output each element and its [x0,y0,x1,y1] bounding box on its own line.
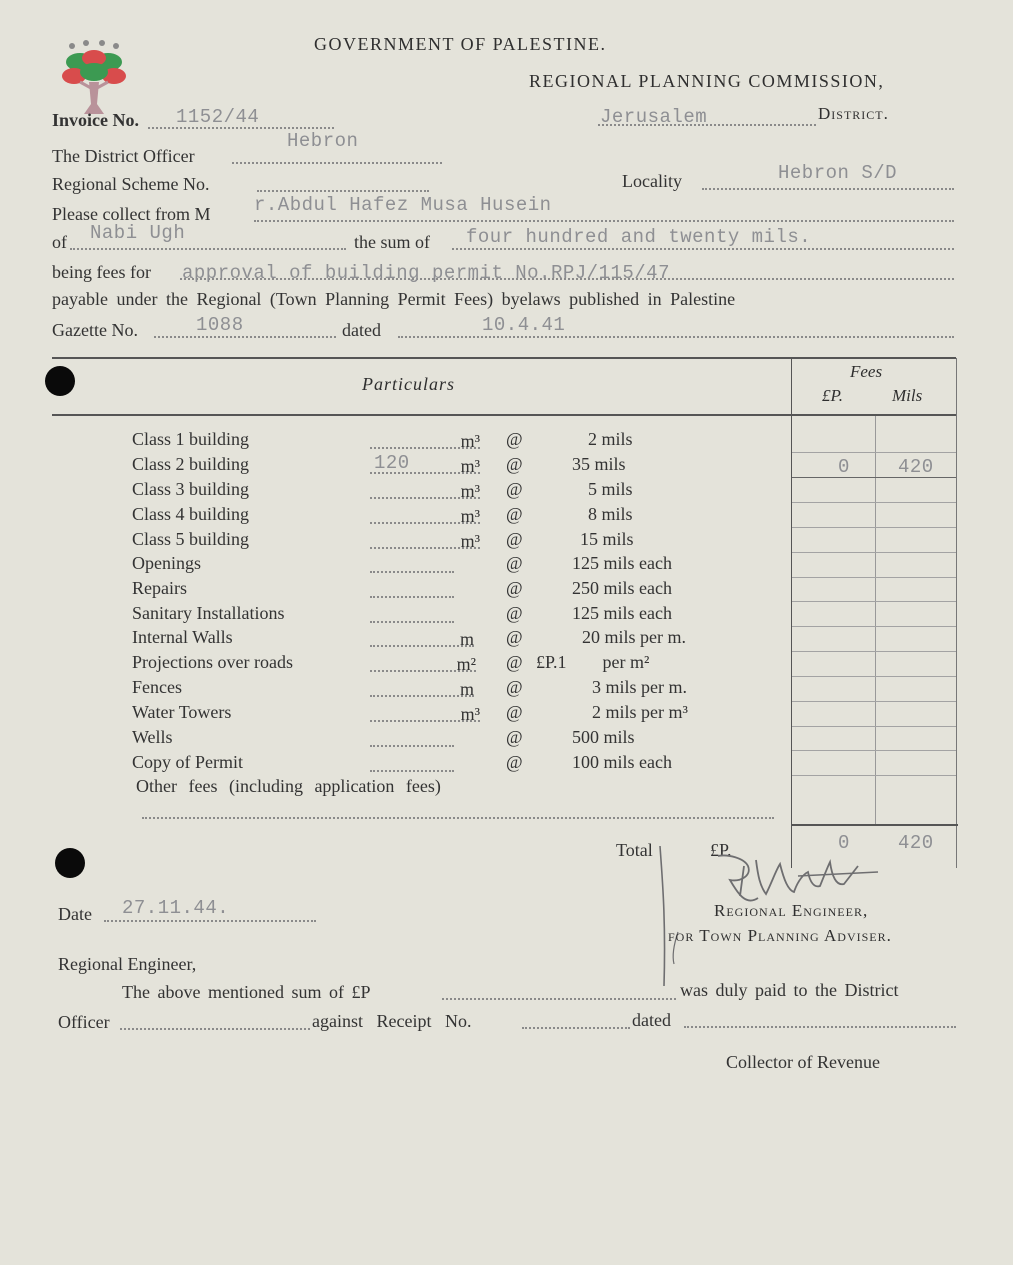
invoice-label: Invoice No. [52,110,139,130]
row-unit [370,754,454,772]
gazette-value: 1088 [196,314,244,336]
row-at: @ [506,504,523,524]
row-qty: 120 [374,452,410,474]
fees-for-label: being fees for [52,262,151,282]
receipt-line1-start: The above mentioned sum of £P [122,982,371,1002]
row-rate: £P.1 per m² [536,652,650,672]
row-rate: 125 mils each [572,603,672,623]
row-item: Class 5 building [132,529,250,549]
row-unit: m³ [370,456,480,474]
fee-row-line [792,452,956,453]
row-rate: 250 mils each [572,578,672,598]
collector-of-revenue: Collector of Revenue [726,1052,880,1072]
officer-label: Officer [58,1012,110,1032]
receipt-dated-label: dated [632,1010,671,1030]
town-planning-adviser: for Town Planning Adviser. [668,926,892,945]
row-at: @ [506,479,523,499]
row-at: @ [506,752,523,772]
fee-row-line [792,701,956,702]
lp-header: £P. [822,386,843,405]
sum-value: four hundred and twenty mils. [466,226,812,248]
gazette-dated-dots [398,336,954,338]
row-at: @ [506,603,523,623]
fee-row-line [792,601,956,602]
row-at: @ [506,529,523,549]
officer-dots [120,1028,310,1030]
commission-title: REGIONAL PLANNING COMMISSION, [529,71,885,91]
row-unit [370,555,454,573]
fee-row-line [792,527,956,528]
row-rate: 2 mils [588,429,633,449]
row-rate: 2 mils per m³ [592,702,688,722]
gazette-dated-value: 10.4.41 [482,314,566,336]
gazette-dots [154,336,336,338]
payable-text: payable under the Regional (Town Planning Permit Fees) byelaws published in Palestine [52,289,736,309]
row-rate: 35 mils [572,454,626,474]
district-value: Jerusalem [600,106,708,128]
scheme-dots [257,190,429,192]
row-unit: m³ [370,531,480,549]
row-unit: m³ [370,506,480,524]
date-dots [104,920,316,922]
locality-label: Locality [622,171,682,191]
regional-engineer-title: Regional Engineer, [714,901,869,920]
row-unit [370,729,454,747]
gazette-dated-label: dated [342,320,381,340]
punch-hole-top [45,366,75,396]
of-dots [70,248,346,250]
fees-column-divider [791,358,792,868]
row-rate: 5 mils [588,479,633,499]
sum-dots [452,248,954,250]
row-unit [370,580,454,598]
row-at: @ [506,454,523,474]
row-at: @ [506,677,523,697]
district-label: District. [818,104,889,123]
row-item: Class 4 building [132,504,250,524]
row-rate: 15 mils [580,529,634,549]
fee-row-line [792,651,956,652]
row-rate: 20 mils per m. [582,627,686,647]
fee-row-line [792,577,956,578]
row-item: Repairs [132,578,187,598]
receipt-amount-dots [442,998,676,1000]
district-officer-label: The District Officer [52,146,195,166]
row-at: @ [506,727,523,747]
row-item: Sanitary Installations [132,603,285,623]
row-item: Projections over roads [132,652,293,672]
fees-header: Fees [850,362,883,381]
punch-hole-bottom [55,848,85,878]
row-item: Wells [132,727,173,747]
of-value: Nabi Ugh [90,222,186,244]
row-at: @ [506,627,523,647]
fee-row-line [792,676,956,677]
mils-header: Mils [892,386,923,405]
row-item: Openings [132,553,201,573]
collect-value: r.Abdul Hafez Musa Husein [254,194,552,216]
fee-row-line [792,626,956,627]
sum-label: the sum of [354,232,430,252]
date-value: 27.11.44. [122,897,230,919]
of-label: of [52,232,67,252]
row-item: Class 2 building [132,454,250,474]
row-rate: 8 mils [588,504,633,524]
row-at: @ [506,429,523,449]
row-unit: m [370,629,474,647]
other-fees-dots [142,817,774,819]
row-at: @ [506,702,523,722]
row-rate: 125 mils each [572,553,672,573]
row-item: Class 1 building [132,429,250,449]
invoice-number: 1152/44 [176,106,260,128]
fee-row-line [792,750,956,751]
date-label: Date [58,904,92,924]
total-rule [792,824,958,826]
fees-for-value: approval of building permit No.RPJ/115/47 [182,262,670,284]
receipt-salutation: Regional Engineer, [58,954,197,974]
other-fees-label: Other fees (including application fees) [136,776,441,796]
row-unit: m² [370,654,476,672]
collect-dots [254,220,954,222]
receipt-no-label: against Receipt No. [312,1011,472,1031]
locality-value: Hebron S/D [778,162,898,184]
tree-logo-icon [56,38,132,116]
row-unit [370,605,454,623]
district-officer-value: Hebron [287,130,359,152]
table-header-rule [52,414,956,416]
fee-row-line [792,726,956,727]
locality-dots [702,188,954,190]
row-at: @ [506,578,523,598]
receipt-no-dots [522,1027,630,1029]
row-unit: m³ [370,431,480,449]
total-label: Total [616,840,653,860]
total-lp: 0 [838,832,850,854]
particulars-header: Particulars [362,374,456,394]
row-at: @ [506,652,523,672]
table-top-rule [52,357,956,359]
receipt-dated-dots [684,1026,956,1028]
table-right-border [956,358,957,868]
receipt-line1-end: was duly paid to the District [680,980,899,1000]
scheme-label: Regional Scheme No. [52,174,210,194]
total-currency: £P. [710,840,732,860]
row-lp: 0 [838,456,850,478]
row-unit: m³ [370,481,480,499]
row-item: Internal Walls [132,627,233,647]
row-mils: 420 [898,456,934,478]
collect-label: Please collect from M [52,204,211,224]
row-item: Class 3 building [132,479,250,499]
row-item: Copy of Permit [132,752,243,772]
government-title: GOVERNMENT OF PALESTINE. [314,34,607,54]
fee-row-line [792,552,956,553]
gazette-label: Gazette No. [52,320,138,340]
row-unit: m [370,679,474,697]
district-officer-dots [232,162,442,164]
row-item: Fences [132,677,182,697]
row-rate: 3 mils per m. [592,677,687,697]
fee-row-line [792,502,956,503]
fee-row-line [792,775,956,776]
row-unit: m³ [370,704,480,722]
row-item: Water Towers [132,702,232,722]
row-rate: 500 mils [572,727,635,747]
row-rate: 100 mils each [572,752,672,772]
row-at: @ [506,553,523,573]
total-mils: 420 [898,832,934,854]
